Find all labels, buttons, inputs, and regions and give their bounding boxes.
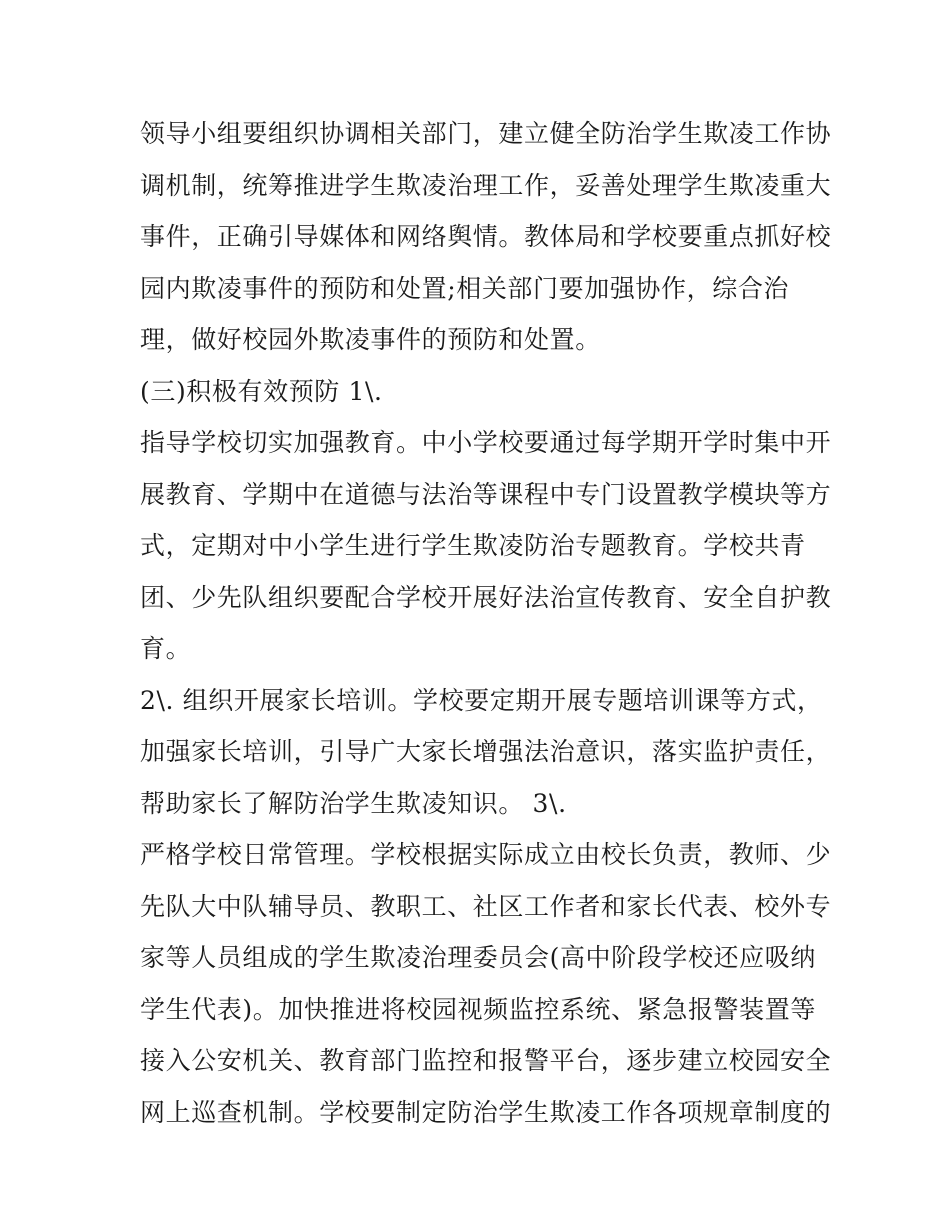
text-line: 理，做好校园外欺凌事件的预防和处置。 xyxy=(140,325,601,354)
text-line: 严格学校日常管理。学校根据实际成立由校长负责，教师、少 xyxy=(140,840,832,869)
text-line: 式，定期对中小学生进行学生欺凌防治专题教育。学校共青 xyxy=(140,531,806,560)
section-heading: (三)积极有效预防 1\. xyxy=(140,376,383,406)
document-body xyxy=(140,108,830,1138)
text-line: 帮助家长了解防治学生欺凌知识。 3\. xyxy=(140,788,567,818)
text-line: 园内欺凌事件的预防和处置;相关部门要加强协作，综合治 xyxy=(140,273,790,303)
text-line: 加强家长培训，引导广大家长增强法治意识，落实监护责任， xyxy=(140,737,832,766)
text-line: 指导学校切实加强教育。中小学校要通过每学期开学时集中开 xyxy=(140,428,832,457)
text-line: 接入公安机关、教育部门监控和报警平台，逐步建立校园安全 xyxy=(140,1046,832,1075)
text-line: 事件，正确引导媒体和网络舆情。教体局和学校要重点抓好校 xyxy=(140,222,832,251)
text-line: 团、少先队组织要配合学校开展好法治宣传教育、安全自护教 xyxy=(140,582,832,612)
text-line: 学生代表)。加快推进将校园视频监控系统、紧急报警装置等 xyxy=(140,994,816,1024)
text-line: 育。 xyxy=(140,634,192,663)
text-line: 领导小组要组织协调相关部门，建立健全防治学生欺凌工作协 xyxy=(140,119,832,148)
text-line: 展教育、学期中在道德与法治等课程中专门设置教学模块等方 xyxy=(140,479,832,509)
text-line: 2\. 组织开展家长培训。学校要定期开展专题培训课等方式， xyxy=(140,685,823,715)
text-line: 网上巡查机制。学校要制定防治学生欺凌工作各项规章制度的 xyxy=(140,1097,832,1127)
text-line: 先队大中队辅导员、教职工、社区工作者和家长代表、校外专 xyxy=(140,891,832,921)
text-line: 调机制，统筹推进学生欺凌治理工作，妥善处理学生欺凌重大 xyxy=(140,170,832,200)
text-line: 家等人员组成的学生欺凌治理委员会(高中阶段学校还应吸纳 xyxy=(140,943,816,972)
